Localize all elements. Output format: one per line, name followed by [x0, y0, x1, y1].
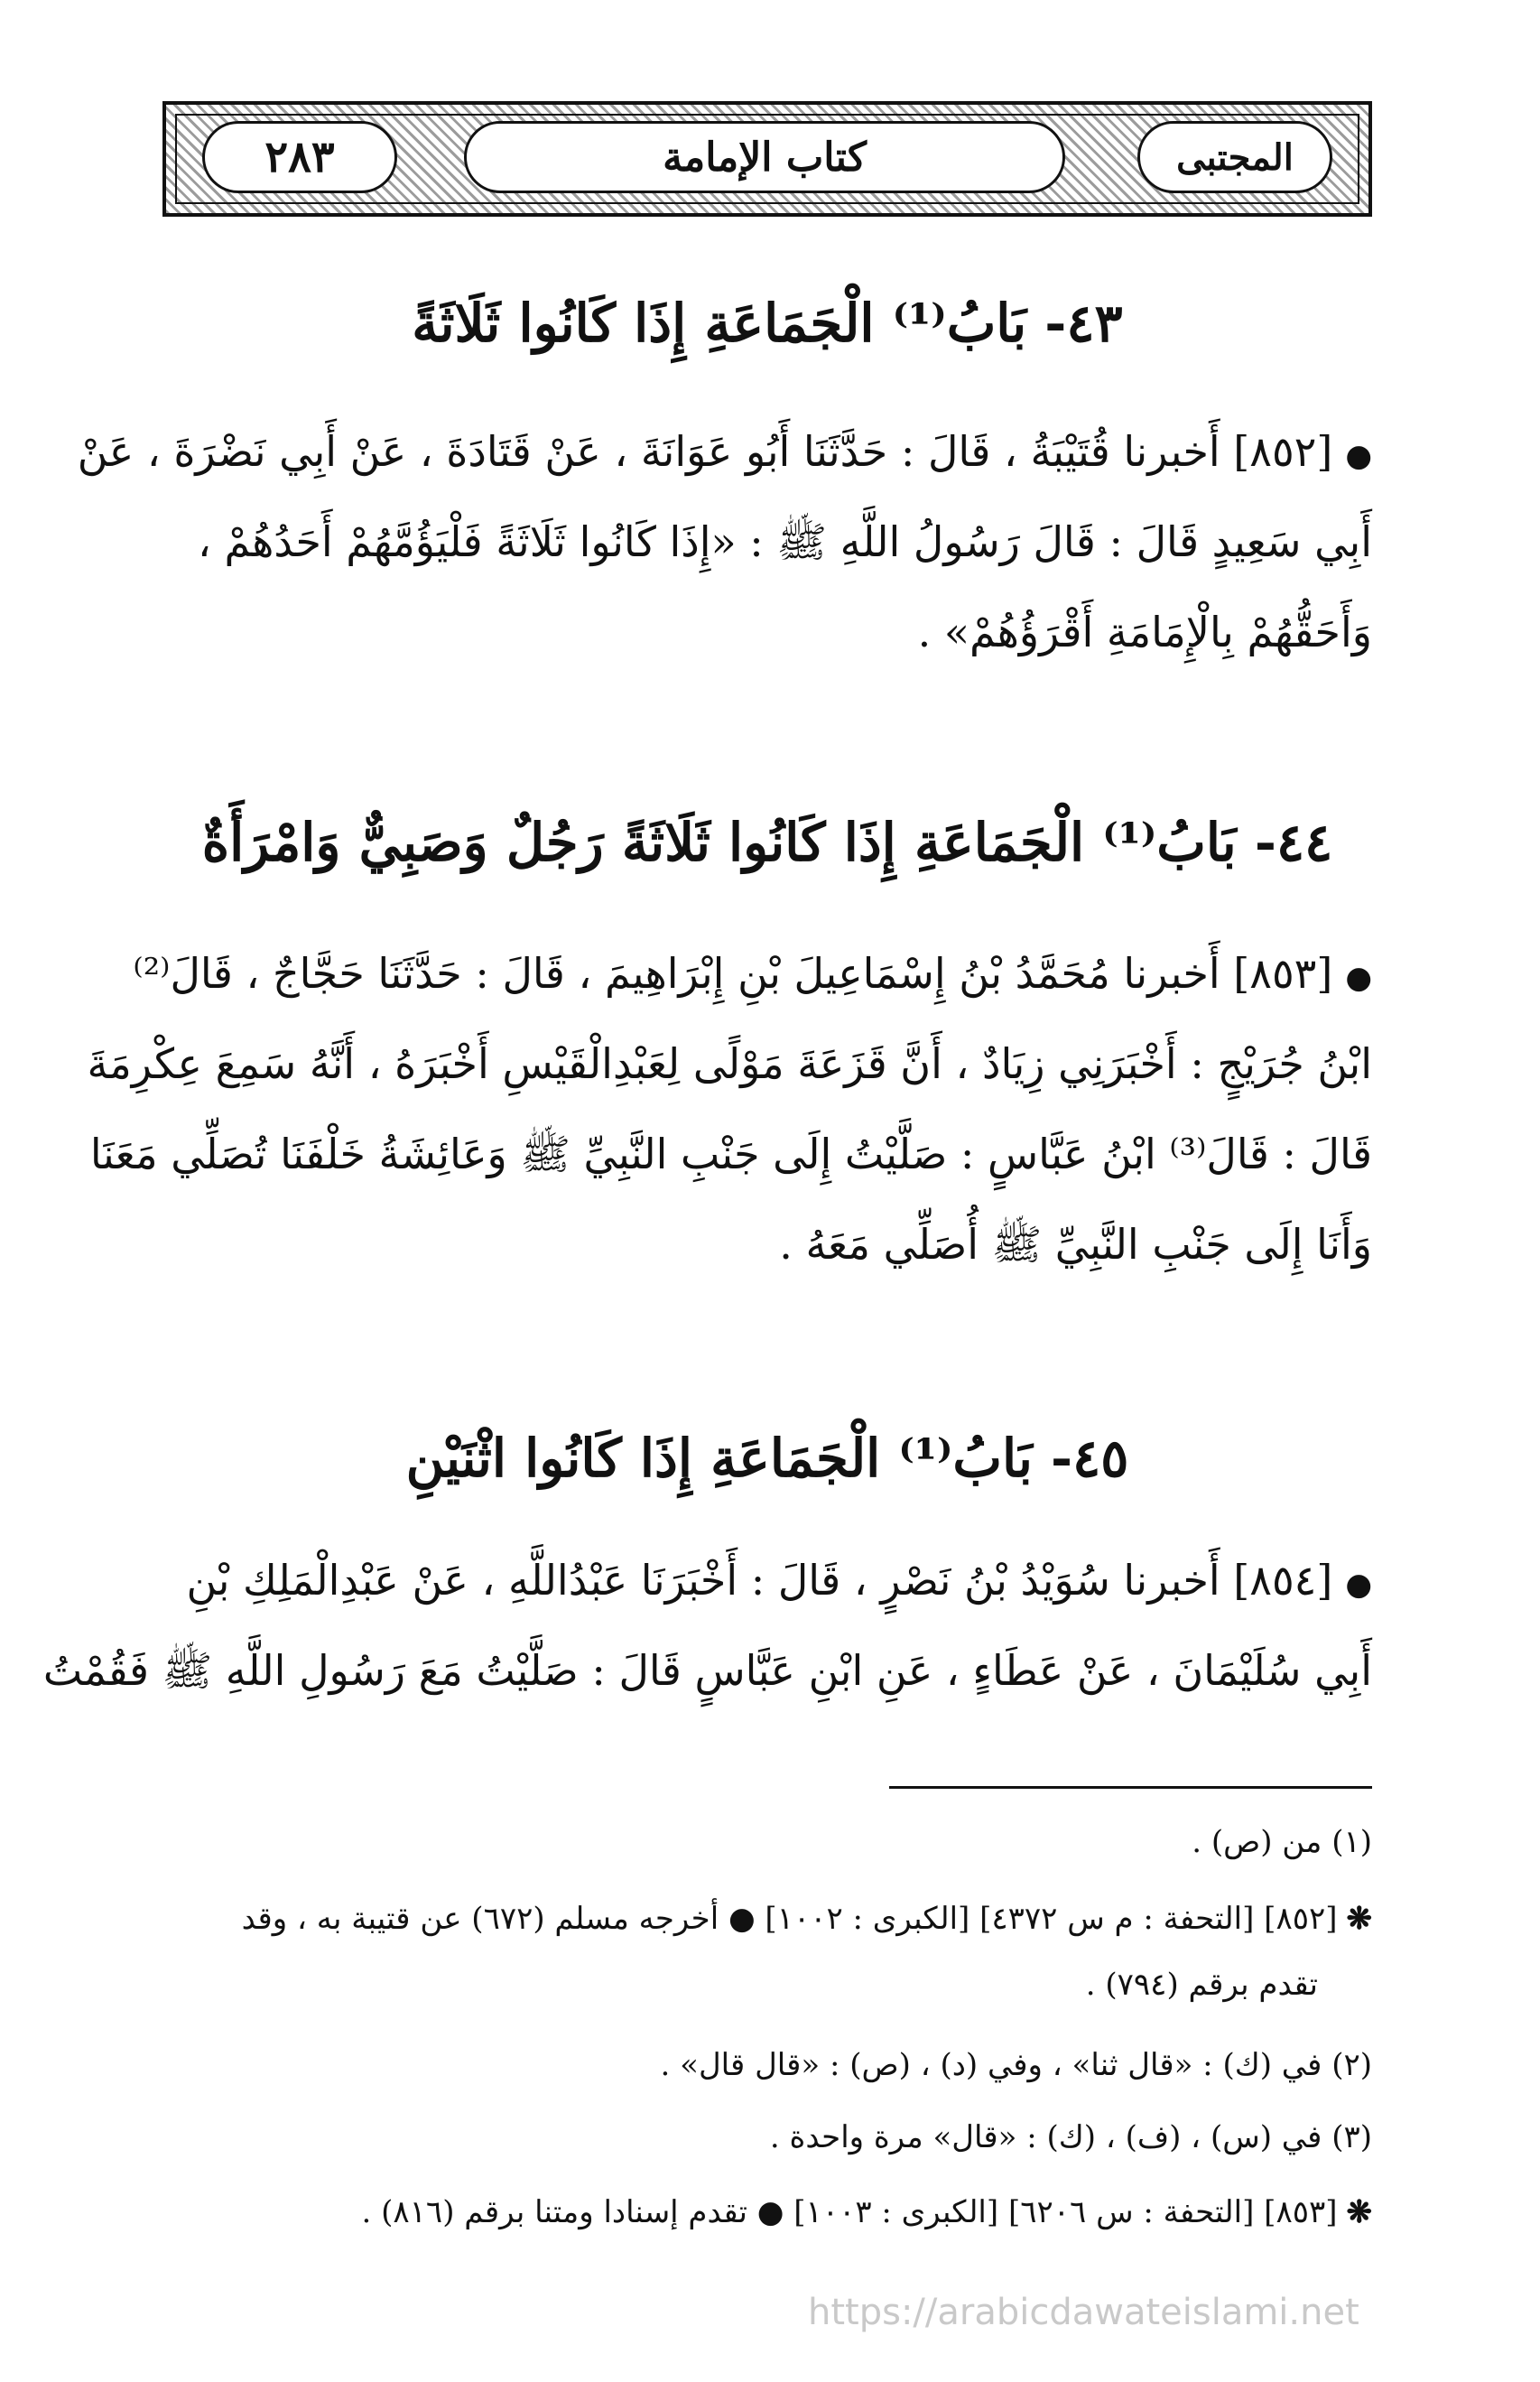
chapter-heading-44: ٤٤- بَابُ⁽¹⁾ الْجَمَاعَةِ إِذَا كَانُوا ثَلَاثَةً رَجُلٌ وَصَبِيٌّ وَامْرَأَةٌ [201, 812, 1333, 873]
watermark-url: https://arabicdawateislami.net [808, 2292, 1359, 2333]
footnote-852-cont: تقدم برقم (٧٩٤) . [1085, 1967, 1318, 2003]
footnote-1: (١) من (ص) . [1192, 1824, 1372, 1860]
bullet-icon: ● [1345, 1567, 1372, 1603]
page-number-cartouche [202, 121, 397, 193]
text-line: وَأَحَقُّهُمْ بِالْإِمَامَةِ أَقْرَؤُهُمْ» . [917, 608, 1372, 656]
page-number: ٢٨٣ [264, 132, 335, 182]
text-line: ●[٨٥٢] أَخبرنا قُتَيْبَةُ ، قَالَ : حَدَّثَنَا أَبُو عَوَانَةَ ، عَنْ قَتَادَةَ ، عَنْ أَبِي نَضْرَةَ ، عَنْ [77, 427, 1372, 476]
chapter-heading-45: ٤٥- بَابُ⁽¹⁾ الْجَمَاعَةِ إِذَا كَانُوا اثْنَيْنِ [405, 1428, 1129, 1489]
footnote-2: (٢) في (ك) : «قال ثنا» ، وفي (د) ، (ص) : «قال قال» . [660, 2047, 1372, 2083]
footnote-853: ❋[٨٥٣] [التحفة : س ٦٢٠٦] [الكبرى : ١٠٠٣] ● تقدم إسنادا ومتنا برقم (٨١٦) . [361, 2194, 1372, 2230]
chapter-heading-43: ٤٣- بَابُ⁽¹⁾ الْجَمَاعَةِ إِذَا كَانُوا ثَلَاثَةً [412, 293, 1123, 354]
text-line: ●[٨٥٣] أَخبرنا مُحَمَّدُ بْنُ إِسْمَاعِيلَ بْنِ إِبْرَاهِيمَ ، قَالَ : حَدَّثَنَا حَجَّاجٌ ، قَالَ⁽²⁾ [133, 949, 1372, 998]
footnote-3: (٣) في (س) ، (ف) ، (ك) : «قال» مرة واحدة . [769, 2119, 1372, 2155]
page-header [162, 101, 1372, 217]
text-line: أَبِي سَعِيدٍ قَالَ : قَالَ رَسُولُ اللَّهِ ﷺ : «إِذَا كَانُوا ثَلَاثَةً فَلْيَؤُمَّهُمْ أَحَدُهُمْ ، [197, 517, 1372, 566]
hadith-852 [77, 406, 1372, 677]
brand-cartouche [1137, 121, 1332, 193]
text-line: وَأَنَا إِلَى جَنْبِ النَّبِيِّ ﷺ أُصَلِّي مَعَهُ . [779, 1220, 1372, 1269]
brand-logo-text: المجتبى [1176, 135, 1294, 179]
text-line: قَالَ : قَالَ⁽³⁾ ابْنُ عَبَّاسٍ : صَلَّيْتُ إِلَى جَنْبِ النَّبِيِّ ﷺ وَعَائِشَةُ خَلْفَنَا تُصَلِّي مَعَنَا [89, 1130, 1372, 1178]
hadith-854 [42, 1535, 1372, 1716]
asterism-icon: ❋ [1346, 2194, 1372, 2230]
book-title: كتاب الإمامة [663, 134, 867, 181]
bullet-icon: ● [1345, 438, 1372, 474]
title-cartouche [464, 121, 1065, 193]
text-line: أَبِي سُلَيْمَانَ ، عَنْ عَطَاءٍ ، عَنِ ابْنِ عَبَّاسٍ قَالَ : صَلَّيْتُ مَعَ رَسُولِ اللَّهِ ﷺ فَقُمْتُ [42, 1646, 1372, 1695]
hadith-853 [87, 928, 1372, 1289]
footnote-852: ❋[٨٥٢] [التحفة : م س ٤٣٧٢] [الكبرى : ١٠٠٢] ● أخرجه مسلم (٦٧٢) عن قتيبة به ، وقد [241, 1901, 1372, 1937]
text-line: ابْنُ جُرَيْجٍ : أَخْبَرَنِي زِيَادٌ ، أَنَّ قَزَعَةَ مَوْلًى لِعَبْدِالْقَيْسِ أَخْبَرَهُ ، أَنَّهُ سَمِعَ عِكْرِمَةَ [87, 1039, 1372, 1088]
text-line: ●[٨٥٤] أَخبرنا سُوَيْدُ بْنُ نَصْرٍ ، قَالَ : أَخْبَرَنَا عَبْدُاللَّهِ ، عَنْ عَبْدِالْمَلِكِ بْنِ [186, 1556, 1372, 1605]
footnote-divider [889, 1786, 1372, 1789]
asterism-icon: ❋ [1346, 1901, 1372, 1937]
bullet-icon: ● [1345, 960, 1372, 996]
